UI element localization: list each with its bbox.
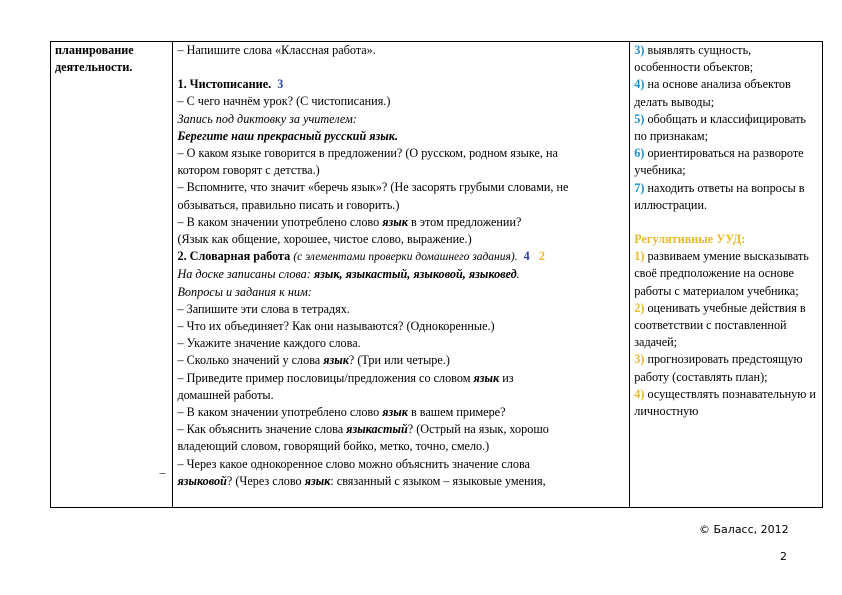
text-line: (Язык как общение, хорошее, чистое слово, выражение.) [177,232,472,247]
list-item-text: выявлять сущность, особенности объектов; [634,43,754,75]
list-item-text: на основе анализа объектов делать выводы; [634,77,791,109]
list-item-number: 2) [634,300,645,315]
text-line: – С чего начнём урок? (С чистописания.) [177,94,391,109]
cognitive-uud-list [634,42,818,214]
text-line: – О каком языке говорится в предложении? (О русском, родном языке, на [177,146,558,161]
text-line: – Приведите пример пословицы/предложения со словом язык из [177,370,514,385]
text-line: обзываться, правильно писать и говорить.) [177,197,400,212]
list-item-text: прогнозировать предстоящую работу (составлять план); [634,352,803,384]
list-item [634,145,818,179]
list-item [634,248,818,300]
list-item-number: 3) [634,352,645,367]
list-item [634,386,818,420]
stage-label-line-2: деятельности. [55,60,133,75]
text-line: – Вспомните, что значит «беречь язык»? (Не засорять грубыми словами, не [177,180,569,195]
list-item [634,76,818,110]
table-row [51,42,823,508]
list-item-number: 7) [634,180,645,195]
lesson-table [50,41,823,508]
list-item-text: развиваем умение высказывать своё предположение на основе работы с материалом учебника; [634,249,809,298]
text-line: – Сколько значений у слова язык? (Три или четыре.) [177,353,450,368]
text-line: владеющий словом, говорящий бойко, метко, точно, смело.) [177,439,490,454]
list-item-text: осуществлять познавательную и личностную [634,386,816,419]
regulatory-uud-title: Регулятивные УУД: [634,232,746,247]
list-item-number: 1) [634,249,645,264]
stage-label-line-1: планирование [55,43,134,57]
list-item-number: 5) [634,111,645,126]
text-line: – В каком значении употреблено слово язык в вашем примере? [177,405,506,420]
task-number: 4 [523,249,530,264]
list-item-number: 6) [634,146,645,161]
list-item-number: 4) [634,77,645,92]
margin-dash: – [159,465,166,479]
text-line: – Укажите значение каждого слова. [177,336,361,351]
list-item [634,300,818,352]
text-line: – В каком значении употреблено слово язык в этом предложении? [177,214,522,229]
list-item-number: 3) [634,43,645,57]
list-item-number: 4) [634,386,645,401]
regulatory-uud-list [634,248,818,420]
text-line: – Как объяснить значение слова языкастый? (Острый на язык, хорошо [177,422,549,437]
list-item-text: оценивать учебные действия в соответствии с поставленной задачей; [634,300,806,350]
activity-cell [159,42,630,508]
section-heading-1: 1. Чистописание. 3 [177,77,284,92]
text-line: – Напишите слова «Классная работа». [177,43,376,57]
list-item [634,111,818,145]
text-line: Вопросы и задания к ним: [177,284,312,299]
list-item-text: обобщать и классифицировать по признакам; [634,111,806,144]
task-number: 3 [277,77,284,92]
list-item [634,42,818,76]
list-item [634,180,818,214]
stage-cell [51,42,173,508]
copyright-footer: © Баласс, 2012 [699,523,789,536]
text-line: – Через какое однокоренное слово можно объяснить значение слова [177,456,530,471]
text-line: – Запишите эти слова в тетрадях. [177,301,350,316]
dictation-sentence: Берегите наш прекрасный русский язык. [177,128,398,143]
list-item [634,351,818,385]
list-item-text: ориентироваться на развороте учебника; [634,146,804,178]
list-item-text: находить ответы на вопросы в иллюстрации. [634,180,805,212]
text-line: домашней работы. [177,387,274,402]
text-line: На доске записаны слова: язык, языкастый, языковой, языковед. [177,267,520,282]
text-line: – Что их объединяет? Как они называются? (Однокоренные.) [177,319,495,334]
text-line: котором говорят с детства.) [177,163,320,178]
task-number: 2 [538,249,545,264]
page-number: 2 [780,550,787,563]
text-line: Запись под диктовку за учителем: [177,111,357,126]
text-line: языковой? (Через слово язык: связанный с языком – языковые умения, [177,473,546,488]
section-heading-2: 2. Словарная работа (с элементами проверки домашнего задания). 4 2 [177,249,545,264]
uud-cell [630,42,823,508]
